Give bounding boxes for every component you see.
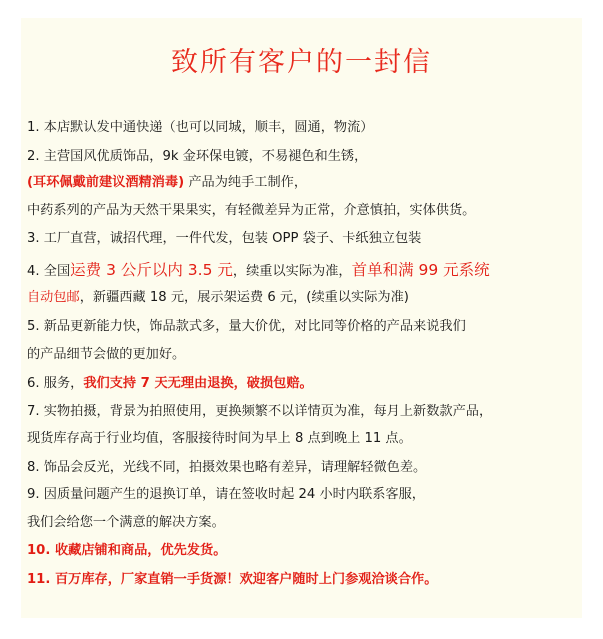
note-4-middle: ，续重以实际为准， — [232, 264, 352, 279]
handmade-text: 产品为纯手工制作， — [184, 175, 308, 190]
note-11: 11. 百万库存，厂家直销一手货源！欢迎客户随时上门参观洽谈合作。 — [27, 572, 438, 587]
note-7: 7. 实物拍摄，背景为拍照使用，更换频繁不以详情页为准，每月上新数款产品， — [27, 404, 493, 419]
note-4-prefix: 4. 全国 — [27, 264, 71, 279]
note-10: 10. 收藏店铺和商品，优先发货。 — [27, 543, 227, 558]
note-1: 1. 本店默认发中通快递（也可以同城，顺丰，圆通，物流） — [27, 120, 374, 135]
note-5-continued: 的产品细节会做的更加好。 — [27, 347, 186, 362]
disinfect-warning: (耳环佩戴前建议酒精消毒) — [27, 175, 185, 190]
note-6-prefix: 6. 服务， — [27, 376, 84, 391]
regional-fees: ，新疆西藏 18 元，展示架运费 6 元，(续重以实际为准) — [79, 290, 409, 305]
note-4-continued — [27, 288, 409, 308]
letter-title: 致所有客户的一封信 — [171, 47, 432, 78]
return-policy-highlight: 我们支持 7 天无理由退换，破损包赔。 — [83, 376, 313, 391]
note-3: 3. 工厂直营，诚招代理，一件代发，包装 OPP 袋子、卡纸独立包装 — [27, 231, 422, 246]
note-9: 9. 因质量问题产生的退换订单，请在签收时起 24 小时内联系客服， — [27, 487, 425, 502]
auto-free-shipping: 自动包邮 — [27, 290, 80, 305]
note-herbal: 中药系列的产品为天然干果果实，有轻微差异为正常，介意慎拍，实体供货。 — [27, 203, 476, 218]
letter-card — [21, 18, 582, 618]
note-7-continued: 现货库存高于行业均值，客服接待时间为早上 8 点到晚上 11 点。 — [27, 431, 412, 446]
note-5: 5. 新品更新能力快，饰品款式多，量大价优，对比同等价格的产品来说我们 — [27, 319, 466, 334]
note-4 — [27, 260, 490, 282]
free-shipping-highlight: 首单和满 99 元系统 — [351, 261, 490, 279]
note-2: 2. 主营国风优质饰品，9k 金环保电镀，不易褪色和生锈， — [27, 149, 368, 164]
note-6 — [27, 374, 313, 394]
note-8: 8. 饰品会反光，光线不同，拍摄效果也略有差异，请理解轻微色差。 — [27, 460, 427, 475]
shipping-fee-highlight: 运费 3 公斤以内 3.5 元 — [70, 261, 233, 279]
note-2-continued — [27, 173, 307, 193]
note-9-continued: 我们会给您一个满意的解决方案。 — [27, 515, 225, 530]
